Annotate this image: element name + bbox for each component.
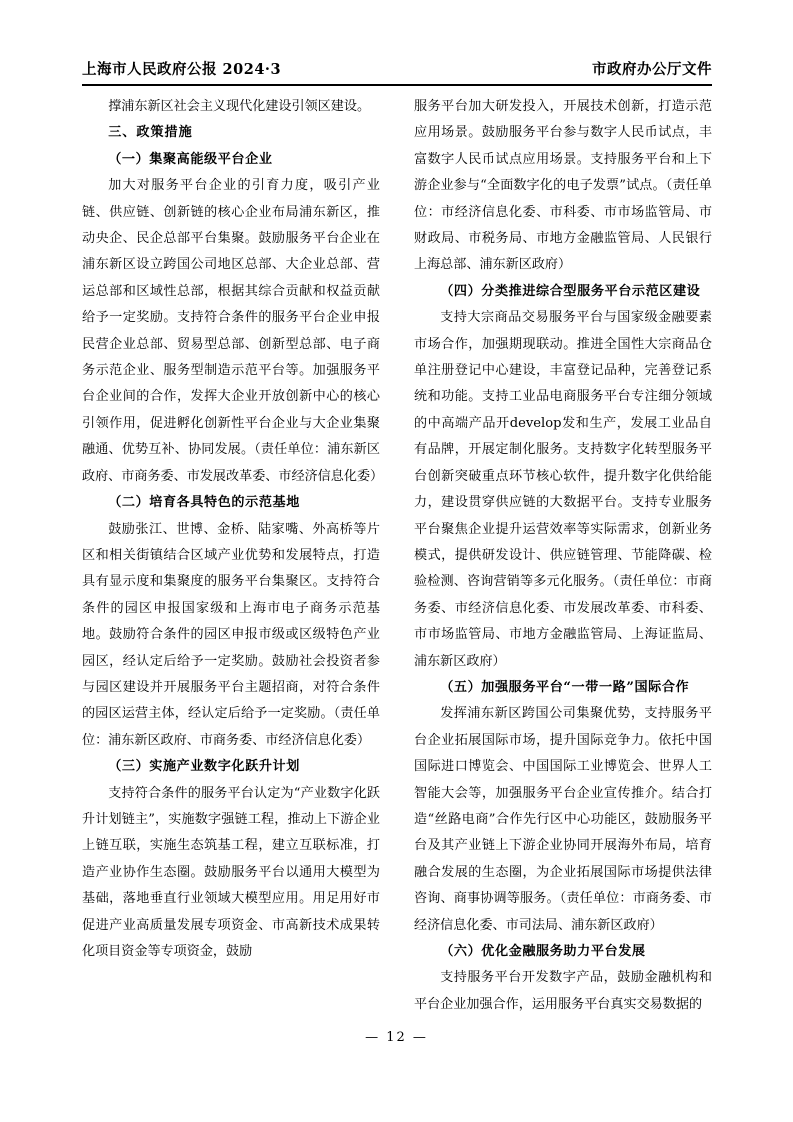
page-header xyxy=(82,58,712,79)
subsection-heading: （六）优化金融服务助力平台发展 xyxy=(440,944,646,959)
header-divider xyxy=(82,84,712,86)
paragraph: 支持大宗商品交易服务平台与国家级金融要素市场合作，加强期现联动。推进全国性大宗商品仓单注册登记中心建设，丰富登记品种，完善登记系统和功能。支持工业品电商服务平台专注细分领域的中高端产品开develop发和生产，发展工业品自有品牌，开展定制化服务。支持数字化转型服务平台创新突破重点环节核心软件，提升数字化供给能力，建设贯穿供应链的大数据平台。支持专业服务平台聚焦企业提升运营效率等实际需求，创新业务模式，提供研发设计、供应链管理、节能降碳、检验检测、咨询营销等多元化服务。（责任单位：市商务委、市经济信息化委、市发展改革委、市科委、市市场监管局、市地方金融监管局、上海证监局、浦东新区政府） xyxy=(414,310,712,669)
header-publication-title: 上海市人民政府公报 2024·3 xyxy=(82,61,282,78)
paragraph: 支持服务平台开发数字产品，鼓励金融机构和平台企业加强合作，运用服务平台真实交易数据的 xyxy=(414,970,712,1012)
two-column-body xyxy=(82,94,712,1024)
subsection-heading: （一）集聚高能级平台企业 xyxy=(108,151,273,167)
paragraph-continued: 服务平台加大研发投入，开展技术创新，打造示范应用场景。鼓励服务平台参与数字人民币试点，丰富数字人民币试点应用场景。支持服务平台和上下游企业参与“全面数字化的电子发票”试点。（责任单位：市经济信息化委、市科委、市市场监管局、市财政局、市税务局、市地方金融监管局、人民银行上海总部、浦东新区政府） xyxy=(414,99,712,273)
left-column xyxy=(82,94,384,1024)
page-number: — 12 — xyxy=(365,1030,428,1045)
paragraph: 加大对服务平台企业的引育力度，吸引产业链、供应链、创新链的核心企业布局浦东新区，推动央企、民企总部平台集聚。鼓励服务平台企业在浦东新区设立跨国公司地区总部、大企业总部、营运总部和区域性总部，根据其综合贡献和权益贡献给予一定奖励。支持符合条件的服务平台企业申报民营企业总部、贸易型总部、创新型总部、电子商务示范企业、服务型制造示范平台等。加强服务平台企业间的合作，发挥大企业开放创新中心的核心引领作用，促进孵化创新性平台企业与大企业集聚融通、优势互补、协同发展。（责任单位：浦东新区政府、市商务委、市发展改革委、市经济信息化委） xyxy=(82,178,384,484)
paragraph: 支持符合条件的服务平台认定为“产业数字化跃升计划链主”，实施数字强链工程，推动上下游企业上链互联，实施生态筑基工程，建立互联标准，打造产业协作生态圈。鼓励服务平台以通用大模型为基础，落地垂直行业领域大模型应用。用足用好市促进产业高质量发展专项资金、市高新技术成果转化项目资金等专项资金，鼓励 xyxy=(82,785,380,959)
page-footer xyxy=(0,1030,793,1045)
right-column xyxy=(414,94,712,1024)
header-section-title: 市政府办公厅文件 xyxy=(592,61,712,78)
paragraph: 发挥浦东新区跨国公司集聚优势，支持服务平台企业拓展国际市场，提升国际竞争力。依托中国国际进口博览会、中国国际工业博览会、世界人工智能大会等，加强服务平台企业宣传推介。结合打造“丝路电商”合作先行区中心功能区，鼓励服务平台及其产业链上下游企业协同开展海外布局，培育融合发展的生态圈，为企业拓展国际市场提供法律咨询、商事协调等服务。（责任单位：市商务委、市经济信息化委、市司法局、浦东新区政府） xyxy=(414,706,712,933)
paragraph: 撑浦东新区社会主义现代化建设引领区建设。 xyxy=(108,99,371,114)
subsection-heading: （三）实施产业数字化跃升计划 xyxy=(108,759,300,775)
subsection-heading: （四）分类推进综合型服务平台示范区建设 xyxy=(440,283,701,299)
section-heading: 三、政策措施 xyxy=(108,125,193,141)
subsection-heading: （二）培育各具特色的示范基地 xyxy=(108,495,300,511)
subsection-heading: （五）加强服务平台“一带一路”国际合作 xyxy=(440,679,690,695)
paragraph: 鼓励张江、世博、金桥、陆家嘴、外高桥等片区和相关街镇结合区域产业优势和发展特点，打造具有显示度和集聚度的服务平台集聚区。支持符合条件的园区申报国家级和上海市电子商务示范基地。鼓励符合条件的园区申报市级或区级特色产业园区，经认定后给予一定奖励。鼓励社会投资者参与园区建设并开展服务平台主题招商，对符合条件的园区运营主体，经认定后给予一定奖励。（责任单位：浦东新区政府、市商务委、市经济信息化委） xyxy=(82,521,380,748)
